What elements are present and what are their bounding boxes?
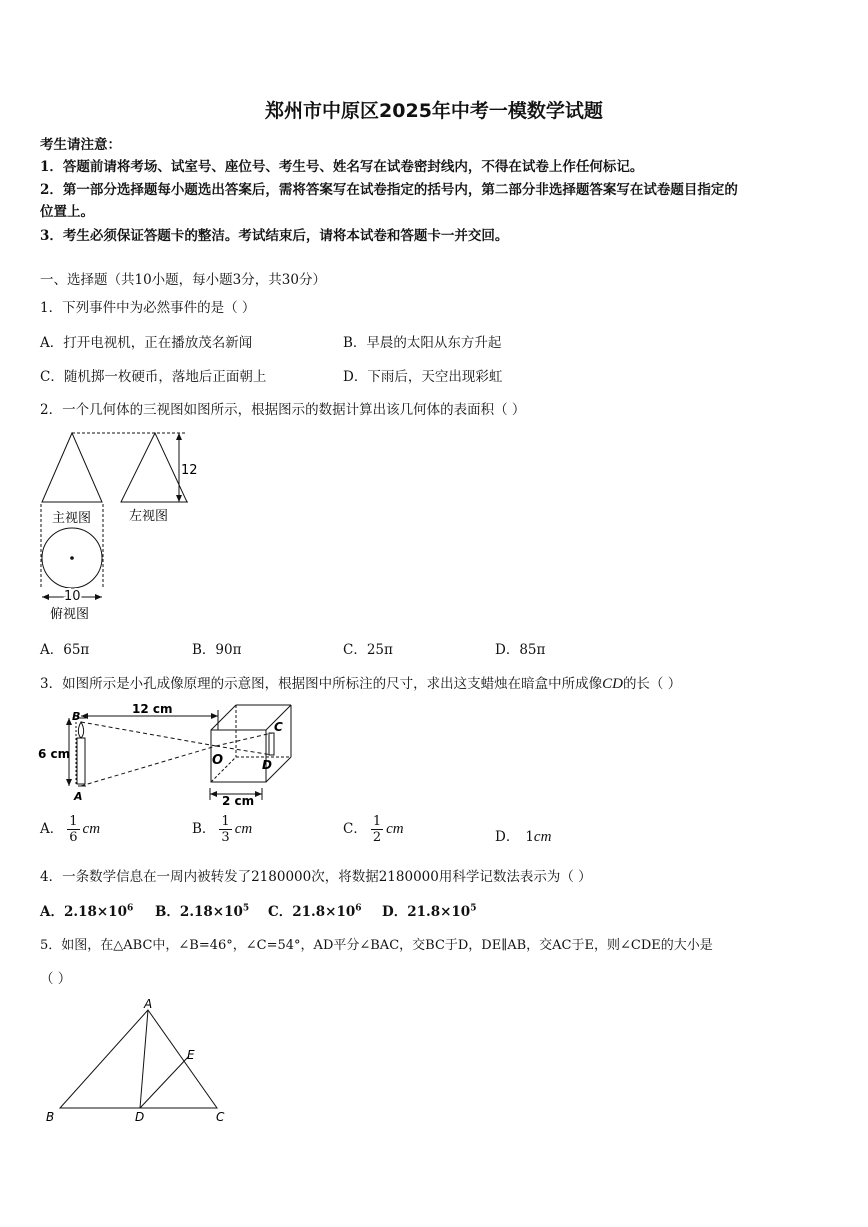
section-heading: 一、选择题（共10小题，每小题3分，共30分） (40, 272, 326, 288)
option-c (268, 900, 362, 920)
left-view-label: 左视图 (129, 509, 169, 524)
unit: cm (386, 821, 404, 837)
option-letter: A． (40, 821, 64, 837)
fraction-numerator: 1 (221, 814, 230, 829)
option-b (155, 900, 249, 920)
option-base: 2.18×10 (63, 904, 127, 920)
point-d-label: D (262, 758, 272, 772)
ray-lower (81, 746, 216, 786)
fraction-denominator: 2 (372, 830, 382, 845)
fraction-denominator: 6 (69, 830, 78, 845)
point-b-label: B (72, 710, 81, 723)
option-exponent: 5 (470, 903, 477, 914)
option-b: B．90π (192, 642, 242, 658)
candle (77, 738, 85, 784)
option-d: D．下雨后，天空出现彩虹 (343, 369, 503, 385)
notice-item: 3．考生必须保证答题卡的整洁。考试结束后，请将本试卷和答题卡一并交回。 (40, 228, 509, 244)
option-d (382, 900, 476, 920)
page-title: 郑州市中原区2025年中考一模数学试题 (265, 100, 603, 122)
fraction (67, 814, 79, 845)
fraction-numerator: 1 (69, 814, 78, 829)
option-a (40, 900, 133, 920)
unit: cm (234, 821, 253, 837)
option-b (192, 814, 252, 845)
option-exponent: 6 (355, 903, 362, 914)
option-c: C．25π (343, 642, 393, 658)
option-a (40, 814, 100, 845)
segment-de (140, 1056, 189, 1108)
height-label: 12 (181, 463, 198, 478)
triangle-figure (40, 995, 240, 1127)
point-c-label: C (216, 1110, 225, 1124)
option-a: A．打开电视机，正在播放茂名新闻 (40, 335, 253, 351)
unit: cm (82, 821, 101, 837)
option-exponent: 6 (126, 903, 134, 914)
question-stem: 4．一条数学信息在一周内被转发了2180000次，将数据2180000用科学记数法表示为（ ） (40, 869, 592, 885)
height-label: 6 cm (38, 747, 71, 761)
depth-label: 2 cm (222, 794, 255, 808)
question-stem: 2．一个几何体的三视图如图所示，根据图示的数据计算出该几何体的表面积（ ） (40, 402, 526, 418)
ray-upper (81, 722, 216, 746)
option-a: A．65π (40, 642, 90, 658)
fraction (371, 814, 383, 845)
point-o-label: O (212, 753, 224, 768)
unit: cm (533, 829, 552, 845)
point-e-label: E (187, 1048, 195, 1062)
option-d: D．85π (495, 642, 546, 658)
question-stem (40, 672, 681, 693)
pinhole-figure (36, 700, 296, 810)
option-c: C．随机掷一枚硬币，落地后正面朝上 (40, 369, 267, 385)
option-d (495, 825, 551, 846)
three-view-figure (36, 425, 201, 625)
option-exponent: 5 (242, 903, 250, 914)
notice-item: 2．第一部分选择题每小题选出答案后，需将答案写在试卷指定的括号内，第二部分非选择题答案写在试卷题目指定的 (40, 182, 738, 198)
point-b-label: B (46, 1110, 55, 1124)
stem-text: 的长（ ） (622, 676, 682, 692)
answer-paren: （ ） (40, 971, 72, 987)
option-letter: D． (495, 829, 520, 845)
question-stem: 1．下列事件中为必然事件的是（ ） (40, 300, 256, 316)
notice-item: 位置上。 (40, 204, 94, 220)
question-stem: 5．如图，在△ABC中，∠B=46°，∠C=54°，AD平分∠BAC，交BC于D，DE∥AB，交AC于E，则∠CDE的大小是 (40, 938, 713, 953)
fraction (219, 814, 231, 845)
front-view-triangle (42, 433, 102, 502)
option-letter: A． (40, 904, 64, 920)
notice-item: 1．答题前请将考场、试室号、座位号、考生号、姓名写在试卷密封线内，不得在试卷上作任何标记。 (40, 159, 644, 175)
fraction-numerator: 1 (372, 814, 382, 829)
option-base: 21.8×10 (407, 904, 471, 920)
stem-text: 3．如图所示是小孔成像原理的示意图，根据图中所标注的尺寸，求出这支蜡烛在暗盒中所成像 (40, 676, 603, 692)
option-letter: B． (192, 821, 216, 837)
distance-label: 12 cm (132, 702, 173, 716)
notice-heading: 考生请注意： (40, 137, 121, 153)
option-base: 21.8×10 (292, 904, 356, 920)
option-b: B．早晨的太阳从东方升起 (343, 335, 502, 351)
option-c (343, 814, 404, 845)
stem-variable: CD (602, 676, 623, 692)
point-a-label: A (74, 790, 83, 803)
left-view-triangle (121, 433, 187, 502)
option-letter: C． (343, 821, 367, 837)
point-d-label: D (135, 1110, 145, 1124)
image-cd (269, 733, 274, 755)
option-value: 1 (525, 829, 534, 845)
top-view-label: 俯视图 (50, 607, 90, 622)
diameter-label: 10 (64, 589, 81, 604)
point-c-label: C (274, 720, 283, 734)
option-letter: D． (382, 904, 408, 920)
front-view-label: 主视图 (52, 511, 92, 526)
fraction-denominator: 3 (221, 830, 230, 845)
segment-ad (140, 1010, 148, 1108)
option-letter: C． (268, 904, 293, 920)
point-a-label: A (144, 997, 153, 1011)
flame (78, 722, 83, 738)
option-letter: B． (155, 904, 180, 920)
option-base: 2.18×10 (179, 904, 243, 920)
